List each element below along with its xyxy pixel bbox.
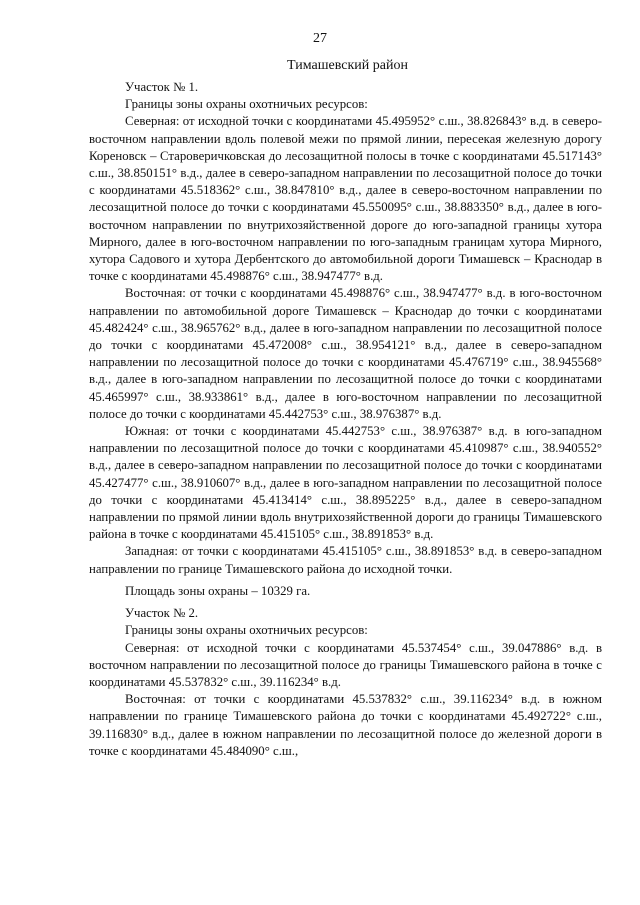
section-2-north-boundary: Северная: от исходной точки с координатами 45.537454° с.ш., 39.047886° в.д. в восточном направлении по лесозащитной полосе до границы Тимашевского района в точке с координатами 45.537832° с.ш., 39.116234° в.д. xyxy=(89,640,602,689)
section-2-east-boundary: Восточная: от точки с координатами 45.537832° с.ш., 39.116234° в.д. в южном направлении по границе Тимашевского района до точки с координатами 45.492722° с.ш., 39.116830° в.д., далее в южном направлении по лесозащитной полосе до железной дороги в точке с координатами 45.484090° с.ш., xyxy=(89,692,602,758)
page-number: 27 xyxy=(313,31,327,46)
section-1-north-boundary: Северная: от исходной точки с координатами 45.495952° с.ш., 38.826843° в.д. в северо-восточном направлении вдоль полевой межи по прямой линии, пересекая железную дорогу Кореновск – Староверичковская до лесозащитной полосы в точке с координатами 45.517143° с.ш., 38.850151° в.д., далее в северо-западном направлении по лесозащитной полосе до точки с координатами 45.518362° с.ш., 38.847810° в.д., далее в северо-восточном направлении по лесозащитной полосе до точки с координатами 45.550095° с.ш., 38.883350° в.д., далее в юго-восточном направлении по внутрихозяйственной дороге до юго-западной границы хутора Мирного, далее в юго-восточном направлении по юго-западным границам хутора Мирного, хутора Садового и хутора Дербентского до автомобильной дороги Тимашевск – Краснодар в точке с координатами 45.498876° с.ш., 38.947477° в.д. xyxy=(89,114,602,284)
document-body xyxy=(89,79,602,760)
section-2-heading: Участок № 2. xyxy=(125,606,199,621)
section-1-heading: Участок № 1. xyxy=(125,80,199,94)
section-1-subheading: Границы зоны охраны охотничьих ресурсов: xyxy=(125,97,368,112)
section-1-west-boundary: Западная: от точки с координатами 45.415105° с.ш., 38.891853° в.д. в северо-западном направлении по границе Тимашевского района до исходной точки. xyxy=(89,544,602,576)
section-1-south-boundary: Южная: от точки с координатами 45.442753° с.ш., 38.976387° в.д. в юго-западном направлении по лесозащитной полосе до точки с координатами 45.410987° с.ш., 38.940552° в.д., далее в северо-западном направлении по лесозащитной полосе до точки с координатами 45.427477° с.ш., 38.910607° в.д., далее в юго-западном направлении по лесозащитной полосе до точки с координатами 45.413414° с.ш., 38.895225° в.д., далее в северо-западном направлении по прямой линии вдоль внутрихозяйственной дороги до границы Тимашевского района в точке с координатами 45.415105° с.ш., 38.891853° в.д. xyxy=(89,424,602,542)
section-2-subheading: Границы зоны охраны охотничьих ресурсов: xyxy=(125,623,368,638)
section-1-east-boundary: Восточная: от точки с координатами 45.498876° с.ш., 38.947477° в.д. в юго-восточном направлении по автомобильной дороге Тимашевск – Краснодар до точки с координатами 45.482424° с.ш., 38.965762° в.д., далее в юго-западном направлении по лесозащитной полосе до точки с координатами 45.472008° с.ш., 38.954121° в.д., далее в северо-западном направлении по лесозащитной полосе до точки с координатами 45.476719° с.ш., 38.945568° в.д., далее в юго-западном направлении по лесозащитной полосе до точки с координатами 45.465997° с.ш., 38.933861° в.д., далее в юго-восточном направлении по лесозащитной полосе до точки с координатами 45.442753° с.ш., 38.976387° в.д. xyxy=(89,286,602,421)
district-heading: Тимашевский район xyxy=(287,58,408,73)
section-1-area: Площадь зоны охраны – 10329 га. xyxy=(125,583,311,598)
